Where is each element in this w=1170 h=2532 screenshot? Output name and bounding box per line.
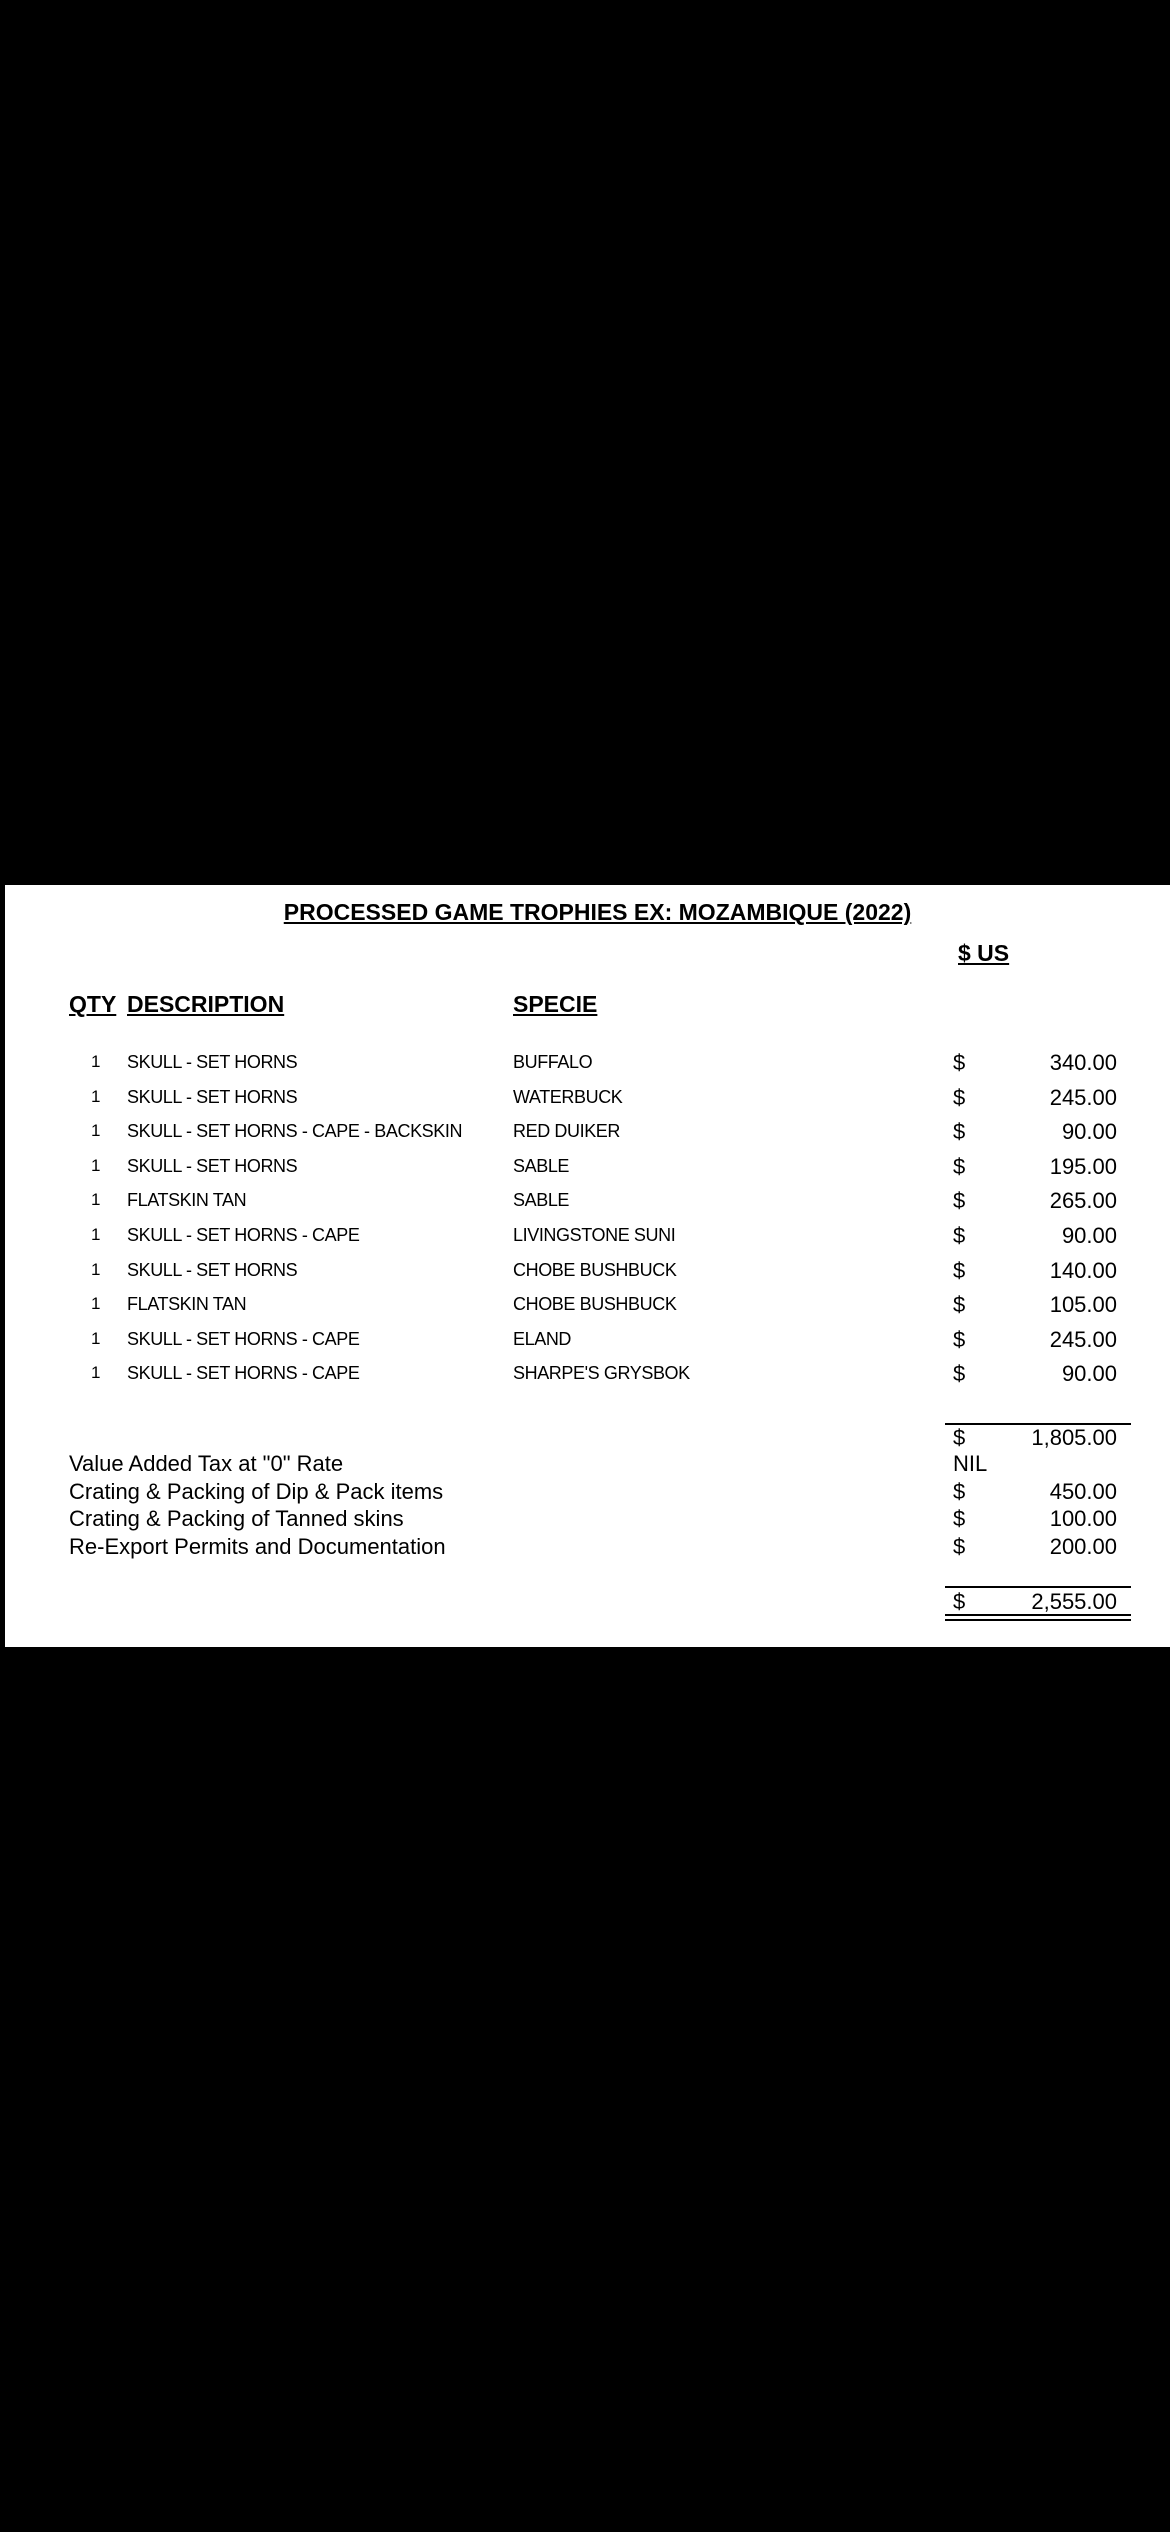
item-currency: $ [953,1257,966,1283]
column-header-description: DESCRIPTION [127,991,285,1017]
item-specie: SHARPE'S GRYSBOK [513,1363,690,1384]
item-amount: 265.00 [1049,1188,1117,1214]
item-qty: 1 [91,1328,101,1348]
total-currency: $ [953,1589,966,1614]
table-row [5,1188,1170,1223]
item-description: SKULL - SET HORNS [127,1259,298,1280]
item-qty: 1 [91,1086,101,1106]
total-amount: 2,555.00 [1031,1589,1117,1614]
column-header-specie: SPECIE [513,991,598,1017]
fee-label: Crating & Packing of Dip & Pack items [69,1478,444,1504]
item-description: SKULL - SET HORNS - CAPE [127,1328,360,1349]
total-double-rule-upper [945,1614,1131,1616]
item-description: SKULL - SET HORNS [127,1086,298,1107]
fee-label: Crating & Packing of Tanned skins [69,1506,404,1531]
trophy-invoice-document [5,885,1170,1647]
item-qty: 1 [91,1190,101,1210]
column-header-qty: QTY [69,991,117,1017]
item-amount: 340.00 [1049,1050,1117,1075]
table-row [5,1327,1170,1362]
item-currency: $ [953,1292,966,1318]
item-amount: 90.00 [1061,1119,1117,1145]
table-row [5,1258,1170,1293]
item-specie: CHOBE BUSHBUCK [513,1259,677,1280]
subtotal-amount: 1,805.00 [1031,1425,1117,1450]
item-currency: $ [953,1153,966,1179]
item-description: SKULL - SET HORNS - CAPE - BACKSKIN [127,1121,463,1142]
line-items [5,1050,1170,1396]
item-amount: 245.00 [1049,1326,1117,1352]
item-description: SKULL - SET HORNS [127,1052,298,1072]
currency-header: $ US [958,940,1010,966]
item-currency: $ [953,1188,966,1214]
fee-list [5,1451,1170,1561]
item-amount: 105.00 [1049,1292,1117,1318]
item-specie: ELAND [513,1328,572,1349]
item-currency: $ [953,1084,966,1110]
item-qty: 1 [91,1363,101,1383]
fee-row [5,1479,1170,1507]
fee-currency: $ [953,1478,966,1504]
table-row [5,1223,1170,1258]
item-amount: 140.00 [1049,1257,1117,1283]
table-row [5,1050,1170,1085]
item-description: SKULL - SET HORNS [127,1155,298,1176]
item-qty: 1 [91,1052,101,1071]
document-title: PROCESSED GAME TROPHIES EX: MOZAMBIQUE (2022) [283,899,912,925]
fee-currency: $ [953,1506,966,1531]
item-currency: $ [953,1119,966,1145]
item-specie: LIVINGSTONE SUNI [513,1224,676,1245]
item-description: SKULL - SET HORNS - CAPE [127,1363,360,1384]
table-row [5,1361,1170,1396]
item-qty: 1 [91,1121,101,1141]
fee-row [5,1506,1170,1534]
table-row [5,1292,1170,1327]
item-description: SKULL - SET HORNS - CAPE [127,1224,360,1245]
item-amount: 245.00 [1049,1084,1117,1110]
fee-amount: 450.00 [1049,1478,1117,1504]
fee-amount: 100.00 [1049,1506,1117,1531]
item-qty: 1 [91,1294,101,1314]
item-amount: 195.00 [1049,1153,1117,1179]
item-description: FLATSKIN TAN [127,1294,247,1315]
item-description: FLATSKIN TAN [127,1190,247,1211]
fee-row-vat [5,1451,1170,1479]
table-row [5,1085,1170,1120]
item-amount: 90.00 [1061,1222,1117,1248]
fee-label: Re-Export Permits and Documentation [69,1533,446,1559]
total-top-rule [945,1586,1131,1588]
table-row [5,1119,1170,1154]
fee-amount: 200.00 [1049,1533,1117,1559]
item-amount: 90.00 [1061,1361,1117,1387]
item-specie: CHOBE BUSHBUCK [513,1294,677,1315]
item-currency: $ [953,1361,966,1387]
item-currency: $ [953,1222,966,1248]
item-qty: 1 [91,1155,101,1175]
item-currency: $ [953,1326,966,1352]
item-specie: BUFFALO [513,1052,593,1072]
item-specie: RED DUIKER [513,1121,621,1142]
fee-label: Value Added Tax at "0" Rate [69,1451,344,1476]
item-specie: SABLE [513,1155,570,1176]
item-specie: WATERBUCK [513,1086,623,1107]
subtotal-currency: $ [953,1425,966,1450]
item-currency: $ [953,1050,966,1075]
item-qty: 1 [91,1259,101,1279]
fee-row [5,1534,1170,1562]
fee-currency: $ [953,1533,966,1559]
item-qty: 1 [91,1224,101,1244]
fee-value: NIL [953,1451,988,1476]
total-double-rule-lower [945,1619,1131,1621]
item-specie: SABLE [513,1190,570,1211]
table-row [5,1154,1170,1189]
